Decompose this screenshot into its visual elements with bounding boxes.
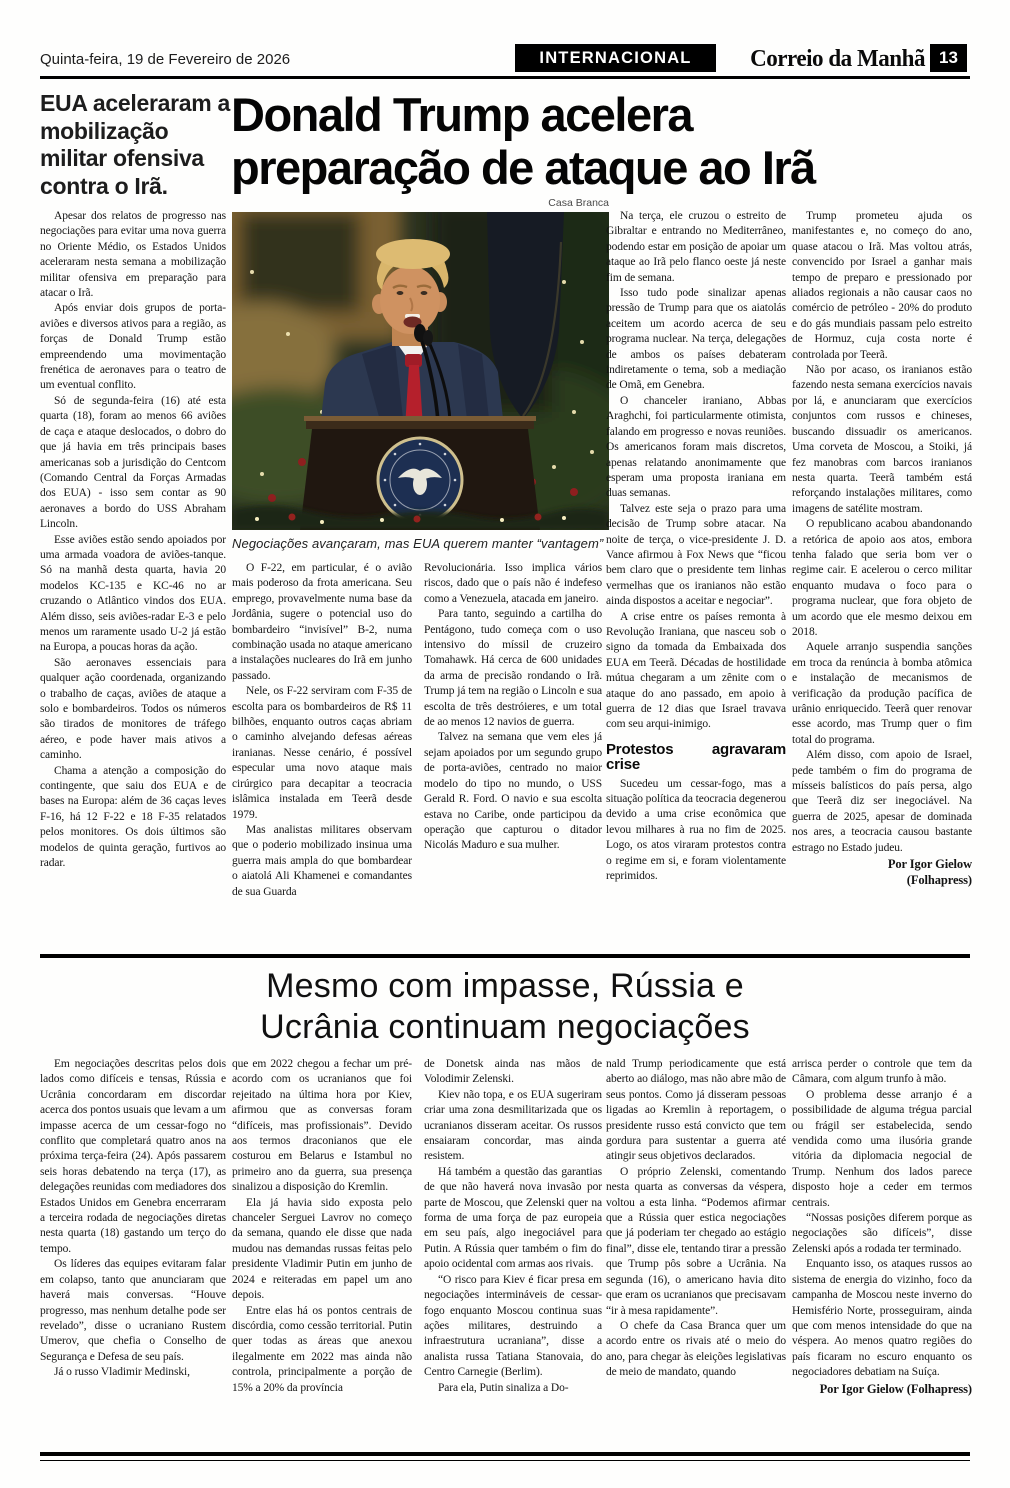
section-label <box>515 44 716 72</box>
article-divider-rule <box>40 954 970 958</box>
paragraph: Os líderes das equipes evitaram falar em colapso, tanto que anunciaram que haverá mais conversas. “Houve progresso, mas nenhum detalhe pode ser revelado”, disse o ucraniano Rustem Umerov, que chefia o Conselho de Segurança e Defesa de seu país. <box>40 1258 226 1363</box>
article2-column-1 <box>40 1057 226 1447</box>
paragraph: São aeronaves essenciais para qualquer ação coordenada, organizando o trabalho de caças, aviões de ataque a solo e bombardeiros. Todos os números são tirados de monitores de tráfego aéreo, e pode haver mais ativos a caminho. <box>40 656 226 762</box>
paragraph: nald Trump periodicamente que está aberto ao diálogo, mas não abre mão de seus pontos. Como já disseram pessoas ligadas ao Kremlin à reportagem, o presidente russo está convicto que tem gordura para sustentar a guerra até atingir seus objetivos declarados. <box>606 1058 786 1163</box>
byline-agency: (Folhapress) <box>906 873 972 888</box>
article2-headline <box>40 966 970 1048</box>
trump-photo-illustration <box>232 212 609 530</box>
byline-author: Por Igor Gielow <box>887 857 972 872</box>
article2-column-2 <box>232 1057 412 1447</box>
article1-column-3 <box>424 561 602 943</box>
paragraph: Há também a questão das garantias de que não haverá nova invasão por parte de Moscou, que Zelenski quer na forma de uma força de paz europeia em seu país, algo inegociável para Putin. A Rússia quer também o fim do apoio ocidental com armas aos rivais. <box>424 1165 602 1271</box>
paragraph: Talvez na semana que vem eles já sejam apoiados por um segundo grupo de porta-aviões, centrado no maior modelo do tipo no mundo, o USS Gerald R. Ford. O navio e sua escolta estava no Caribe, onde participou da operação que capturou o ditador Nicolás Maduro e sua mulher. <box>424 731 602 852</box>
paragraph: Para tanto, seguindo a cartilha do Pentágono, tudo começa com o uso intensivo do míssil de cruzeiro Tomahawk. Há cerca de 600 unidades da arma de precisão rondando o Irã. Trump já tem na região o Lincoln e sua escolta de três destróieres, e um total de ao menos 12 navios de guerra. <box>424 608 602 729</box>
paragraph: arrisca perder o controle que tem da Câmara, com algum trunfo à mão. <box>792 1058 972 1086</box>
paragraph: “O risco para Kiev é ficar presa em negociações intermináveis de cessar-fogo enquanto Moscou continua suas ações militares, destruindo a infraestrutura ucraniana”, disse a analista russa Tatiana Stanovaia, do Centro Carnegie (Berlim). <box>424 1273 602 1379</box>
paragraph: Nele, os F-22 serviram com F-35 de escolta para os bombardeiros de R$ 11 bilhões, enquanto outros caças abriam o caminho alvejando defesas aéreas iranianas. Nesse cenário, é possível especular uma novo ataque mais cirúrgico para decapitar a teocracia islâmica instalada em Teerã desde 1979. <box>232 685 412 821</box>
photo-caption: Negociações avançaram, mas EUA querem manter “vantagem” <box>232 536 604 551</box>
paragraph: Talvez este seja o prazo para uma decisão de Trump sobre atacar. Na noite de terça, o vice-presidente J. D. Vance afirmou à Fox News que “ficou bem claro que o presidente tem linhas vermelhas que os iranianos não estão ainda dispostos a aceitar e negociar”. <box>606 502 786 608</box>
paragraph: Enquanto isso, os ataques russos ao sistema de energia do vizinho, foco da campanha de Moscou neste inverno do Hemisfério Norte, prosseguiram, ainda que com menos intensidade do que na véspera. Ao menos quatro regiões do país ficaram no escuro enquanto os negociadores debatiam na Suíça. <box>792 1258 972 1379</box>
article1-byline <box>792 856 972 888</box>
paragraph: Entre elas há os pontos centrais de discórdia, como cessão territorial. Putin quer todas as áreas que anexou ilegalmente em 2022 mas ainda não controla, principalmente a porção de 15% a 20% da província <box>232 1304 412 1394</box>
section-label-text: INTERNACIONAL <box>539 48 692 67</box>
paragraph: Esse aviões estão sendo apoiados por uma armada voadora de aviões-tanque. Só na manhã desta quarta, havia 20 modelos KC-135 e KC-46 no ar cruzando o Atlântico vindos dos EUA. Além disso, seis aviões-radar E-3 e pelo menos um raramente usado U-2 já estão na Europa, a poucas horas da ação. <box>40 533 226 654</box>
bottom-rule-thin <box>40 1460 970 1461</box>
paragraph: O republicano acabou abandonando a retórica de apoio aos atos, embora tenha falado que seria bom ver o regime cair. E acelerou o cerco militar enquanto mudava o foco para o programa nuclear, que fora objeto de um acordo que ele mesmo deixou em 2018. <box>792 518 972 638</box>
paragraph: Aquele arranjo suspendia sanções em troca da renúncia à bomba atômica e instalação de mecanismos de verificação da produção pacífica de urânio enriquecido. Teerã quer renovar esse acordo, mas Trump quer o fim total do programa. <box>792 641 972 746</box>
header-rule <box>40 76 970 79</box>
photo-credit: Casa Branca <box>548 197 609 209</box>
paragraph: O chanceler iraniano, Abbas Araghchi, foi particularmente otimista, falando em progresso e novas reuniões. Os americanos foram mais discretos, apenas relatando anonimamente que esperam uma proposta iraniana em duas semanas. <box>606 394 786 500</box>
paragraph: O próprio Zelenski, comentando nesta quarta as conversas da véspera, voltou a esta linha. “Podemos afirmar que a Rússia quer estica negociações que já poderiam ter chegado ao estágio final”, disse ele, tentando tirar a pressão que Trump pôs sobre a Ucrânia. Na segunda (16), o americano havia dito que eram os ucranianos que precisavam “ir à mesa rapidamente”. <box>606 1165 786 1317</box>
paragraph: Só de segunda-feira (16) até esta quarta (18), foram ao menos 66 aviões de caça e ataque deslocados, o dobro do que já havia em três principais bases americanas sob a jurisdição do Centcom (Comando Central da Forças Armadas dos EUA) - isso sem contar as 90 aeronaves a bordo do USS Abraham Lincoln. <box>40 394 226 531</box>
article2-column-3 <box>424 1057 602 1447</box>
paragraph: O problema desse arranjo é a possibilidade de alguma trégua parcial ou frágil ser estabelecida, sendo vendida como uma ilusória grande vitória da diplomacia negocial de Trump. Nenhum dos lados parece disposto hoje a ceder em termos centrais. <box>792 1088 972 1209</box>
paragraph: de Donetsk ainda nas mãos de Volodimir Zelenski. <box>424 1058 602 1086</box>
paragraph: que em 2022 chegou a fechar um pré-acordo com os ucranianos que foi rejeitado na última hora por Kiev, afirmou que as conversas foram “difíceis, mas profissionais”. Devido aos termos draconianos que ele costurou em Belarus e Istambul no primeiro ano da guerra, sua presença sinalizou a disposição do Kremlin. <box>232 1058 412 1194</box>
paragraph: Mas analistas militares observam que o poderio mobilizado insinua uma guerra mais ampla do que bombardear o aiatolá Ali Khamenei e comandantes de sua Guarda <box>232 823 412 898</box>
paragraph: Na terça, ele cruzou o estreito de Gibraltar e entrando no Mediterrâneo, podendo estar em posição de apoiar um ataque ao Irã pelo flanco oeste já neste fim de semana. <box>606 210 786 284</box>
paragraph: Chama a atenção a composição do contingente, que saiu dos EUA e de bases na Europa: além de 36 caças leves F-16, há 12 F-22 e 18 F-35 relatados pelos monitores. Os dois últimos são modelos de quinta geração, furtivos ao radar. <box>40 764 226 870</box>
paragraph: Para ela, Putin sinaliza a Do- <box>438 1381 569 1394</box>
paragraph: Além disso, com apoio de Israel, pede também o fim do programa de mísseis balísticos do país persa, algo que Teerã diz ser inegociável. Na guerra de 2025, apesar de dominada nos ares, a teocracia causou bastante estrago no Estado judeu. <box>792 749 972 854</box>
article1-column-2 <box>232 561 412 943</box>
page-number <box>930 44 967 72</box>
paragraph: O F-22, em particular, é o avião mais poderoso da frota americana. Seu emprego, provavelmente numa base da Jordânia, sugere o potencial uso do bombardeiro “invisível” B-2, numa combinação usada no ataque americano a instalações nucleares do Irã em junho passado. <box>232 562 412 682</box>
paragraph: Trump prometeu ajuda os manifestantes e, no começo do ano, quase atacou o Irã. Mas voltou atrás, convencido por Israel a ganhar mais tempo de preparo e pressionado por aliados regionais a não causar caos no comércio de petróleo - 20% do produto e do gás mundiais passam pelo estreito de Hormuz, cuja costa norte é controlada por Teerã. <box>792 210 972 361</box>
paragraph: Já o russo Vladimir Medinski, <box>54 1366 190 1379</box>
article2-byline: Por Igor Gielow (Folhapress) <box>819 1381 972 1396</box>
article2-column-5 <box>792 1057 972 1447</box>
article2-headline-line1: Mesmo com impasse, Rússia e <box>266 967 744 1005</box>
article1-subhead: Protestos agravaram crise <box>606 740 786 774</box>
paragraph: O chefe da Casa Branca quer um acordo entre os rivais até o meio do ano, para chegar às eleições legislativas de meio de mandato, quando <box>606 1319 786 1379</box>
article1-headline <box>231 88 971 194</box>
page-number-text: 13 <box>939 48 958 67</box>
article1-headline-line2: preparação de ataque ao Irã <box>231 141 815 194</box>
paragraph: Sucedeu um cessar-fogo, mas a situação política da teocracia degenerou devido a uma crise econômica que levou milhares à rua no fim de 2025. Logo, os atos viraram protestos contra o regime em si, e foram violentamente reprimidos. <box>606 777 786 883</box>
paragraph: Kiev não topa, e os EUA sugeriram criar uma zona desmilitarizada que os ucranianos disseram aceitar. Os russos ensaiaram concordar, mas ainda resistem. <box>424 1088 602 1163</box>
paragraph: Revolucionária. Isso implica vários riscos, dado que o país não é indefeso como a Venezuela, atacada em janeiro. <box>424 562 602 605</box>
article1-column-5 <box>792 209 972 943</box>
paragraph: Em negociações descritas pelos dois lados como difíceis e tensas, Rússia e Ucrânia concordaram em discordar acerca dos pontos usuais que levam a um impasse acerca de um cessar-fogo no conflito que completará quatro anos na próxima terça-feira (24). Após passarem seis horas debatendo na terça (17), as delegações reunidas com mediadores dos Estados Unidos em Genebra encerraram a terceira rodada de negociações diretas nesta quarta (18) gastando um terço do tempo. <box>40 1058 226 1255</box>
paragraph: Isso tudo pode sinalizar apenas pressão de Trump para que os aiatolás aceitem um acordo acerca de seu programa nuclear. Na terça, delegações de ambos os países debateram indiretamente o tema, sob a mediação de Omã, em Genebra. <box>606 287 786 392</box>
article1-column-1 <box>40 209 226 943</box>
paragraph: Apesar dos relatos de progresso nas negociações para evitar uma nova guerra no Oriente Médio, os Estados Unidos aceleraram nesta semana a mobilização militar ofensiva em preparação para atacar o Irã. <box>40 210 226 300</box>
paragraph: Não por acaso, os iranianos estão fazendo nesta semana exercícios navais por lá, e anunciaram que exercícios conjuntos com russos e chineses, buscando dissuadir os americanos. Uma corveta de Moscou, a Stoiki, já fez manobras com barcos iranianos nesta quarta. Teerã também está reforçando instalações militares, como imagens de satélite mostram. <box>792 364 972 515</box>
trump-photo <box>232 212 609 530</box>
paragraph: Ela já havia sido exposta pelo chanceler Serguei Lavrov no começo da semana, quando ele disse que nada mudou nas demandas russas feitas pelo presidente Vladimir Putin em junho de 2024 e reiteradas em papel um ano depois. <box>232 1196 412 1302</box>
paragraph: A crise entre os países remonta à Revolução Iraniana, que nasceu sob o signo da tomada da Embaixada dos EUA em Teerã. Décadas de hostilidade mútua chegaram a um zênite com o ataque do ano passado, em apoio à guerra de 12 dias que Israel travava com seu arqui-inimigo. <box>606 610 786 731</box>
edition-date: Quinta-feira, 19 de Fevereiro de 2026 <box>40 51 291 68</box>
paragraph: “Nossas posições diferem porque as negociações são difíceis”, disse Zelenski após a rodada ter terminado. <box>792 1212 972 1255</box>
presidential-seal <box>378 438 462 522</box>
bottom-rule-thick <box>40 1452 970 1456</box>
article1-headline-line1: Donald Trump acelera <box>231 88 693 141</box>
paragraph: Após enviar dois grupos de porta-aviões e diversos ativos para a região, as forças de Donald Trump estão empreendendo uma movimentação frenética de aeronaves para o teatro de um eventual conflito. <box>40 302 226 392</box>
masthead: Correio da Manhã <box>750 46 925 72</box>
article1-column-4 <box>606 209 786 943</box>
article2-column-4 <box>606 1057 786 1447</box>
article1-deck: EUA aceleraram a mobilização militar ofensiva contra o Irã. <box>40 90 230 199</box>
article2-headline-line2: Ucrânia continuam negociações <box>260 1008 750 1046</box>
